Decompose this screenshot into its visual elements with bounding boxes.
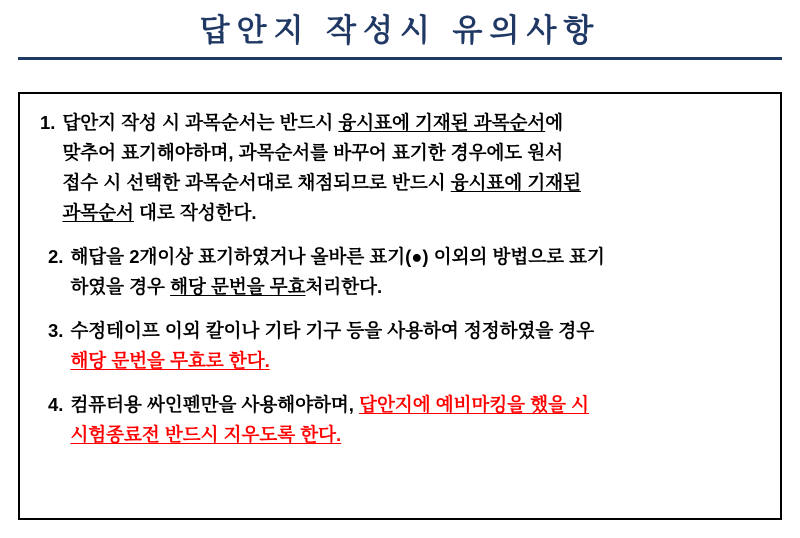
text-line xyxy=(62,198,764,228)
list-item xyxy=(38,108,764,228)
text-line xyxy=(70,242,764,272)
list-item xyxy=(38,316,764,376)
list-item-body xyxy=(62,108,764,228)
text-line xyxy=(70,346,764,376)
list-item-body xyxy=(70,242,764,302)
text-run: 접수 시 선택한 과목순서대로 채점되므로 반드시 xyxy=(62,171,451,193)
text-run: 하였을 경우 xyxy=(70,275,171,297)
text-run-underline: 융시표에 기재된 과목순서 xyxy=(338,112,546,133)
list-item xyxy=(38,242,764,302)
text-run: 처리한다. xyxy=(305,275,383,297)
text-run: 수정테이프 이외 칼이나 기타 기구 등을 사용하여 정정하였을 경우 xyxy=(70,319,595,341)
text-run: 해답을 2개이상 표기하였거나 올바른 표기(●) 이외의 방법으로 표기 xyxy=(70,245,605,267)
text-run-underline: 해당 문번을 무효 xyxy=(170,275,306,297)
text-line xyxy=(62,138,764,168)
text-run: 맞추어 표기해야하며, 과목순서를 바꾸어 표기한 경우에도 원서 xyxy=(62,141,564,163)
list-item-body xyxy=(70,316,764,376)
notice-box xyxy=(18,92,782,520)
text-run-emphasis: 시험종료전 반드시 지우도록 한다. xyxy=(70,423,342,445)
text-line xyxy=(70,272,764,302)
text-run: 답안지 작성 시 과목순서는 반드시 xyxy=(62,112,339,133)
text-line xyxy=(70,390,764,420)
page-title-area xyxy=(18,12,782,60)
list-item-number: 1. xyxy=(40,112,56,133)
text-line xyxy=(62,168,764,198)
text-line xyxy=(62,108,764,138)
page-title: 답안지 작성시 유의사항 xyxy=(199,13,601,48)
list-item-number: 2. xyxy=(48,245,64,267)
text-run-emphasis: 해당 문번을 무효로 한다. xyxy=(70,349,270,371)
text-run: 대로 작성한다. xyxy=(133,201,257,223)
text-line xyxy=(70,316,764,346)
list-item xyxy=(38,390,764,450)
list-item-body xyxy=(70,390,764,450)
text-run-underline: 과목순서 xyxy=(62,201,134,223)
text-run: 에 xyxy=(545,112,564,133)
text-run-emphasis: 답안지에 예비마킹을 했을 시 xyxy=(359,393,589,415)
text-run: 컴퓨터용 싸인펜만을 사용해야하며, xyxy=(70,393,360,415)
list-item-number: 4. xyxy=(48,393,64,415)
text-run-underline: 융시표에 기재된 xyxy=(450,171,581,193)
text-line xyxy=(70,420,764,450)
list-item-number: 3. xyxy=(48,319,64,341)
